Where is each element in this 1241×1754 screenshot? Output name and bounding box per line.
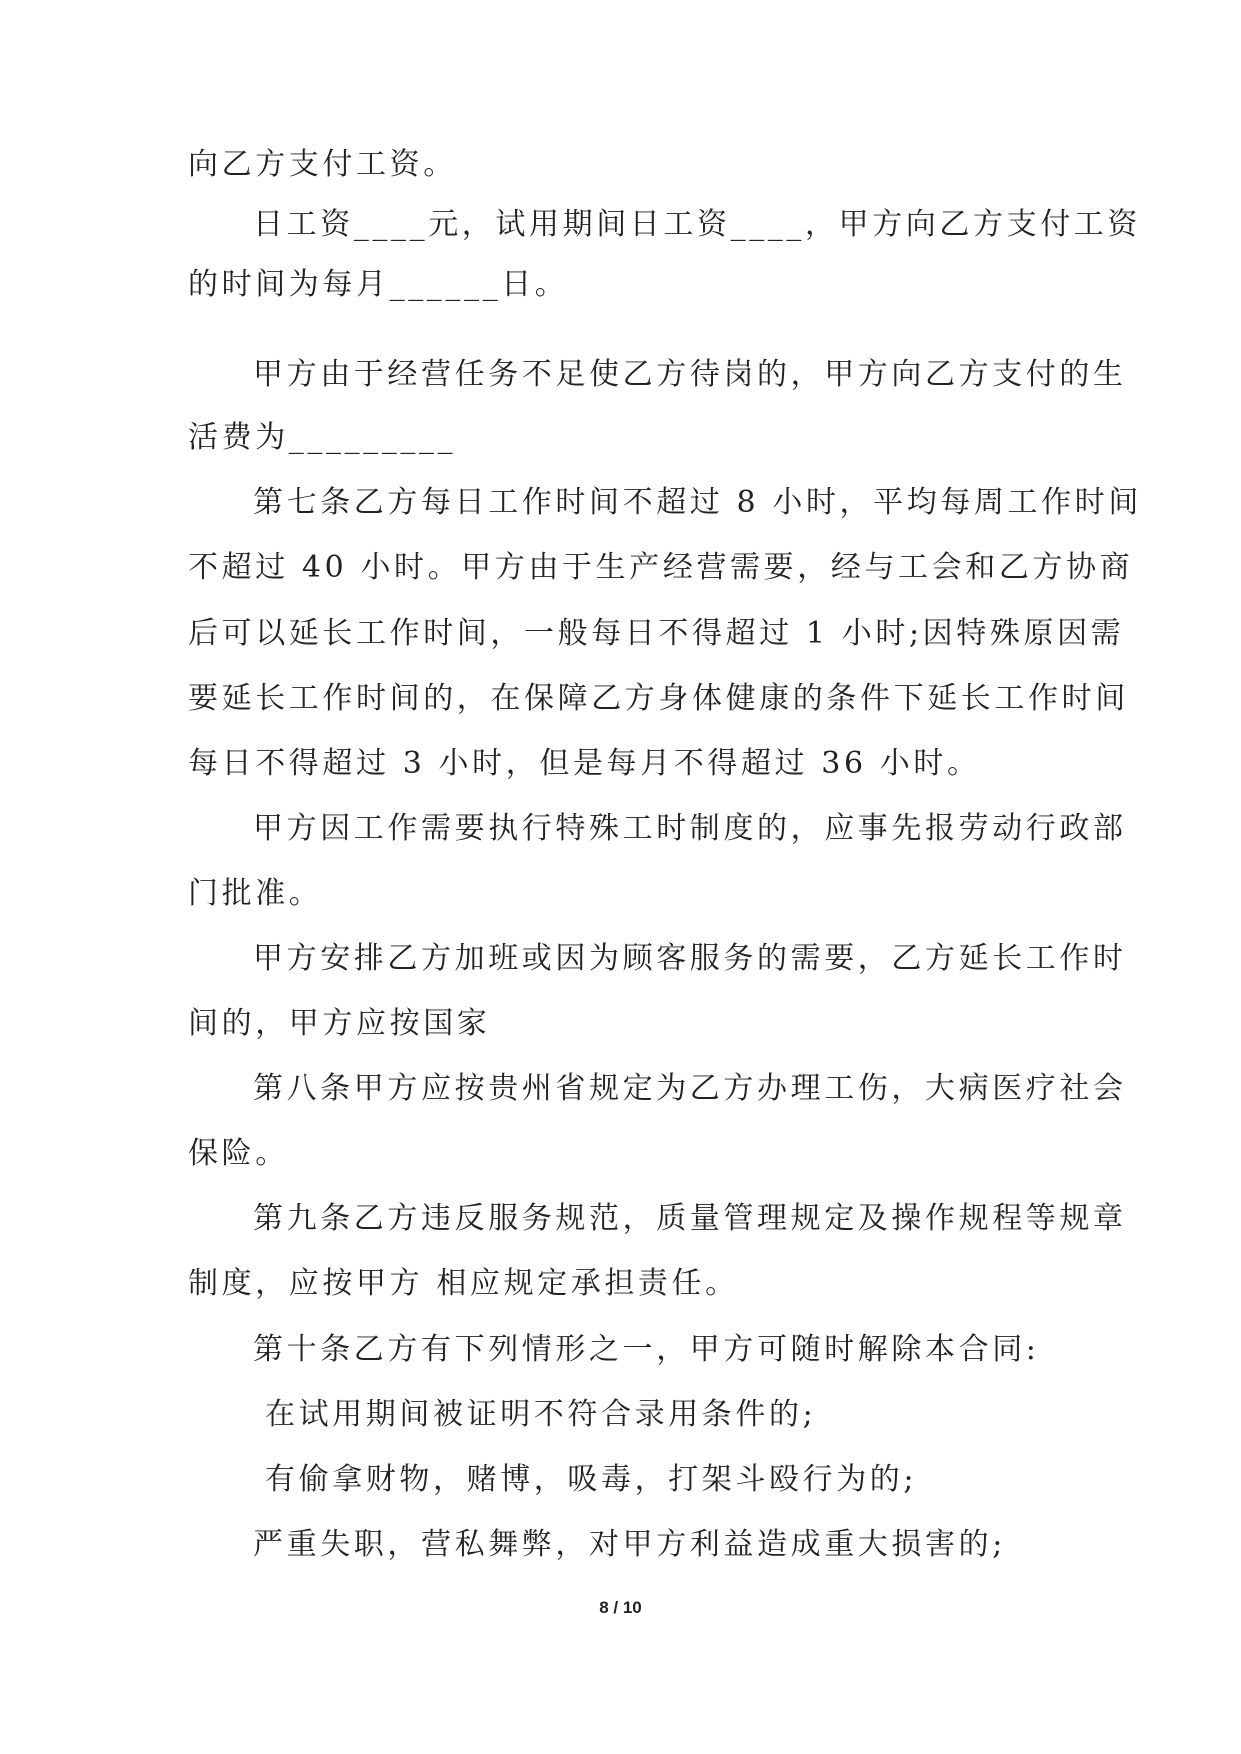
text-line: 制度，应按甲方 相应规定承担责任。: [188, 1266, 739, 1301]
text-line: 在试用期间被证明不符合录用条件的;: [265, 1397, 817, 1432]
text-line: 有偷拿财物，赌博，吸毒，打架斗殴行为的;: [265, 1462, 918, 1497]
text-line: 要延长工作时间的，在保障乙方身体健康的条件下延长工作时间: [188, 681, 1129, 716]
text-line: 日工资____元，试用期间日工资____，甲方向乙方支付工资: [253, 207, 1141, 242]
text-line: 的时间为每月______日。: [188, 267, 569, 302]
text-line: 活费为_________: [188, 420, 457, 455]
text-line: 第九条乙方违反服务规范，质量管理规定及操作规程等规章: [253, 1201, 1127, 1236]
text-line: 门批准。: [188, 876, 323, 911]
text-line: 向乙方支付工资。: [188, 147, 457, 182]
text-line: 第七条乙方每日工作时间不超过 8 小时，平均每周工作时间: [253, 485, 1142, 520]
text-line: 甲方由于经营任务不足使乙方待岗的，甲方向乙方支付的生: [253, 357, 1127, 392]
text-line: 第十条乙方有下列情形之一，甲方可随时解除本合同:: [253, 1332, 1040, 1367]
text-line: 甲方因工作需要执行特殊工时制度的，应事先报劳动行政部: [253, 811, 1127, 846]
text-line: 每日不得超过 3 小时，但是每月不得超过 36 小时。: [188, 746, 981, 781]
page-number: 8 / 10: [599, 1598, 642, 1617]
text-line: 保险。: [188, 1136, 289, 1171]
text-line: 后可以延长工作时间，一般每日不得超过 1 小时;因特殊原因需: [188, 616, 1125, 651]
text-line: 甲方安排乙方加班或因为顾客服务的需要，乙方延长工作时: [253, 941, 1127, 976]
text-line: 不超过 40 小时。甲方由于生产经营需要，经与工会和乙方协商: [188, 550, 1134, 585]
text-line: 间的，甲方应按国家: [188, 1006, 491, 1041]
text-line: 第八条甲方应按贵州省规定为乙方办理工伤，大病医疗社会: [253, 1071, 1127, 1106]
text-line: 严重失职，营私舞弊，对甲方利益造成重大损害的;: [253, 1527, 1006, 1562]
